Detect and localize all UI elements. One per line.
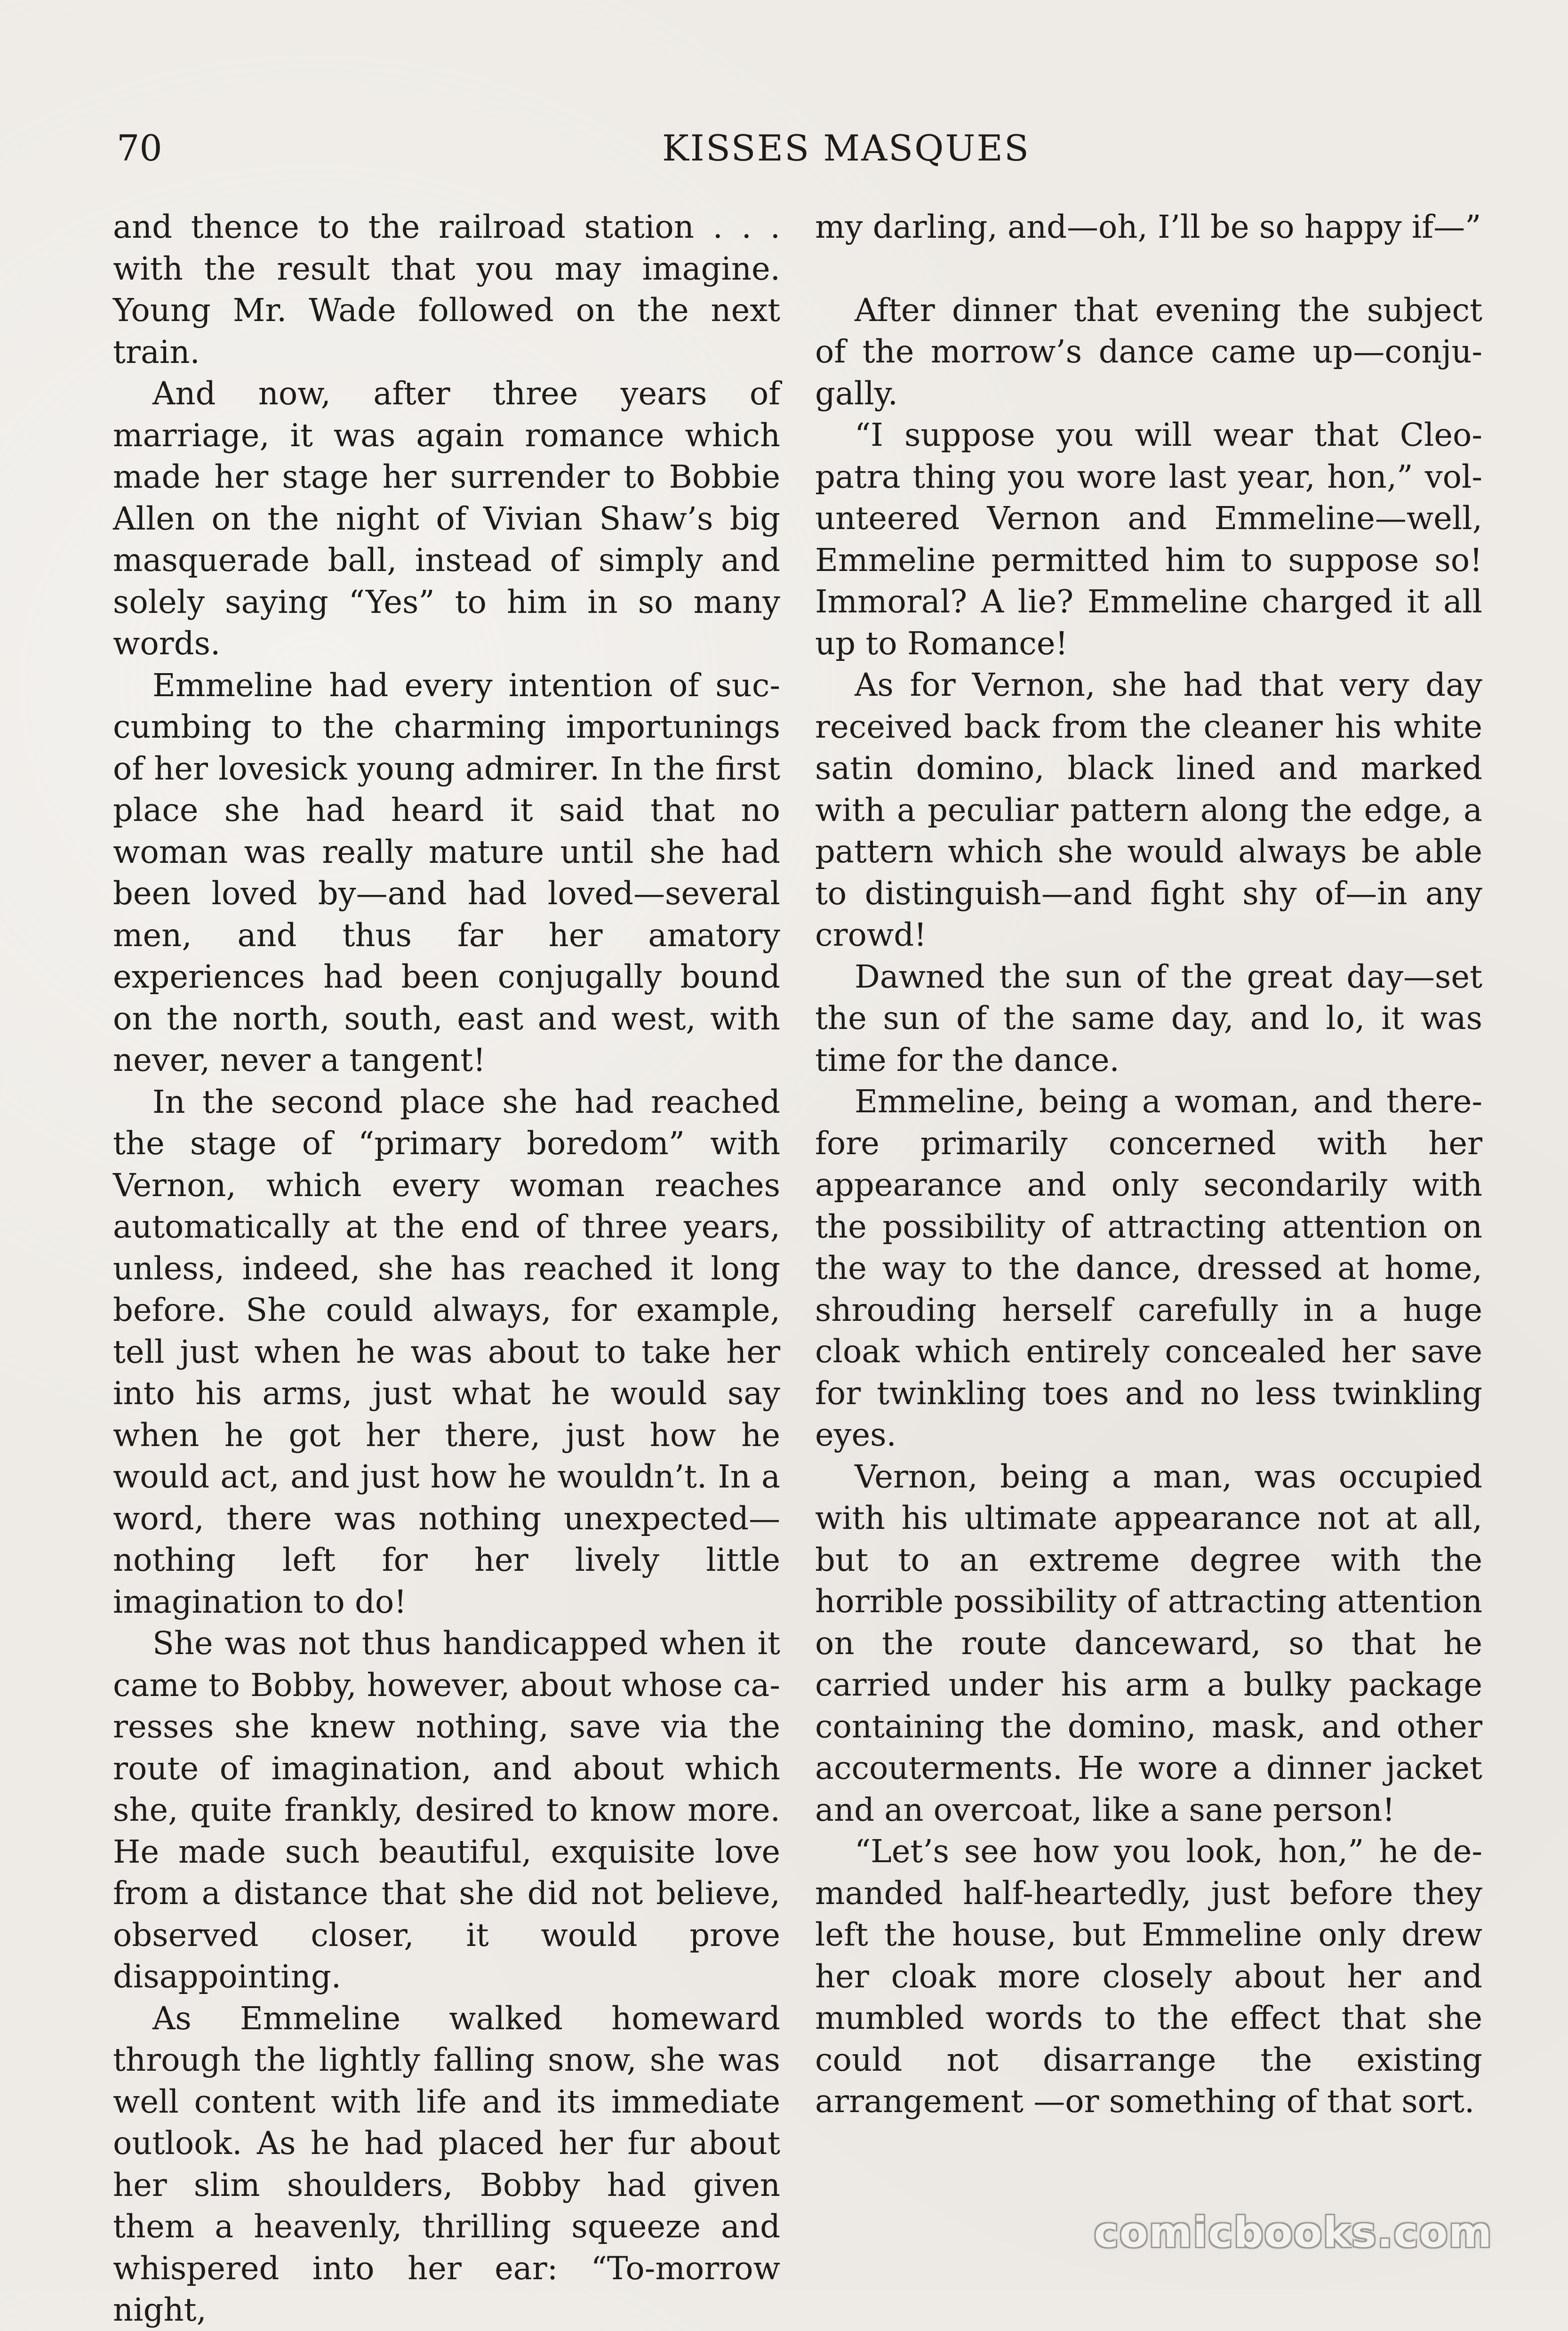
paragraph: Emmeline, being a woman, and therefore primarily concerned with her appearance and only secondarily with the possibility of attracting attention on the way to the dance, dressed at home, shrouding herself carefully in a huge cloak which entirely concealed her save for twinkling toes and no less twinkling eyes. xyxy=(815,1083,1482,1453)
paragraph: “I suppose you will wear that Cleopatra thing you wore last year, hon,” volunteered Vernon and Emmeline—well, Emmeline permitted him to suppose so! Immoral? A lie? Emmeline charged it all up to Romance! xyxy=(815,417,1482,662)
paragraph: After dinner that evening the subject of the morrow’s dance came up—conjugally. xyxy=(815,291,1482,412)
paragraph: And now, after three years of marriage, it was again romance which made her stage her surrender to Bobbie Allen on the night of Vivian Shaw’s big masquerade ball, instead of simply and solely saying “Yes” to him in so many words. xyxy=(113,375,780,662)
right-column xyxy=(815,206,1482,2122)
watermark: comicbooks.com xyxy=(1094,2208,1493,2257)
paragraph: Dawned the sun of the great day—set the sun of the same day, and lo, it was time for the dance. xyxy=(815,958,1482,1078)
page-header xyxy=(117,118,1481,179)
paragraph: She was not thus handicapped when it came to Bobby, however, about whose caresses she knew nothing, save via the route of imagination, and about which she, quite frankly, desired to know more. He made such beautiful, exquisite love from a distance that she did not believe, observed closer, it would prove disappointing. xyxy=(113,1625,780,1995)
page-number: 70 xyxy=(117,127,162,169)
paragraph: and thence to the railroad station . . . with the result that you may imagine. Young Mr. Wade followed on the next train. xyxy=(113,209,780,370)
paragraph: “Let’s see how you look, hon,” he demanded half-heartedly, just before they left the house, but Emmeline only drew her cloak more closely about her and mumbled words to the effect that she could not disarrange the existing arrangement —or something of that sort. xyxy=(815,1833,1482,2120)
paragraph: As for Vernon, she had that very day received back from the cleaner his white satin domino, black lined and marked with a peculiar pattern along the edge, a pattern which she would always be able to distinguish—and fight shy of—in any crowd! xyxy=(815,667,1482,953)
paragraph: Vernon, being a man, was occupied with his ultimate appearance not at all, but to an extreme degree with the horrible possibility of attracting attention on the route danceward, so that he carried under his arm a bulky package containing the domino, mask, and other accouterments. He wore a dinner jacket and an overcoat, like a sane person! xyxy=(815,1458,1482,1828)
paragraph: As Emmeline walked homeward through the lightly falling snow, she was well content with life and its immediate outlook. As he had placed her fur about her slim shoulders, Bobby had given them a heavenly, thrilling squeeze and whispered into her ear: “To-morrow night, xyxy=(113,2000,780,2328)
paragraph: In the second place she had reached the stage of “primary boredom” with Vernon, which every woman reaches automatically at the end of three years, unless, indeed, she has reached it long before. She could always, for example, tell just when he was about to take her into his arms, just what he would say when he got her there, just how he would act, and just how he wouldn’t. In a word, there was nothing unexpected—nothing left for her lively little imagination to do! xyxy=(113,1083,780,1620)
paragraph: Emmeline had every intention of succumbing to the charming importunings of her lovesick young admirer. In the first place she had heard it said that no woman was really mature until she had been loved by—and had loved—several men, and thus far her amatory experiences had been conjugally bound on the north, south, east and west, with never, never a tangent! xyxy=(113,667,780,1078)
running-title: KISSES MASQUES xyxy=(662,127,1030,169)
paragraph: my darling, and—oh, I’ll be so happy if—” xyxy=(815,209,1481,245)
left-column xyxy=(113,206,780,2331)
